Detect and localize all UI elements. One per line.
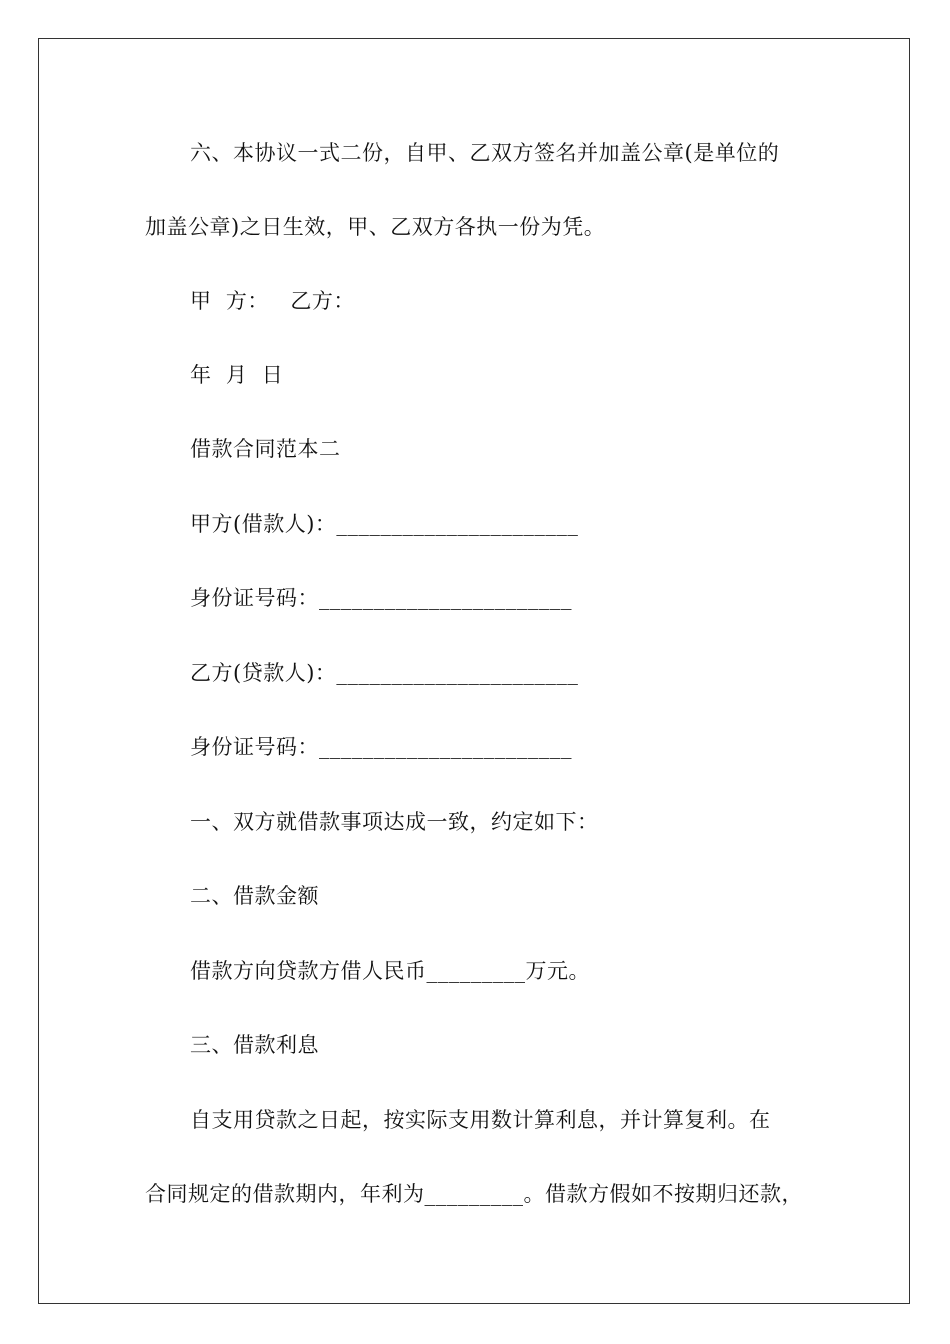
borrower-id-field: 身份证号码：_______________________	[190, 586, 572, 610]
section-three-heading: 三、借款利息	[190, 1033, 319, 1057]
date-line: 年 月 日	[190, 363, 284, 387]
borrower-field: 甲方(借款人)：______________________	[190, 512, 579, 536]
clause-six-line-2: 加盖公章)之日生效，甲、乙双方各执一份为凭。	[145, 215, 606, 239]
clause-six-line-1: 六、本协议一式二份，自甲、乙双方签名并加盖公章(是单位的	[190, 141, 780, 165]
interest-line-1: 自支用贷款之日起，按实际支用数计算利息，并计算复利。在	[190, 1108, 771, 1132]
loan-amount-line: 借款方向贷款方借人民币_________万元。	[190, 959, 590, 983]
lender-field: 乙方(贷款人)：______________________	[190, 661, 579, 685]
interest-line-2: 合同规定的借款期内，年利为_________。借款方假如不按期归还款，	[145, 1182, 803, 1206]
contract-sample-title: 借款合同范本二	[190, 437, 341, 461]
section-one-heading: 一、双方就借款事项达成一致，约定如下：	[190, 810, 599, 834]
section-two-heading: 二、借款金额	[190, 884, 319, 908]
signature-parties-line: 甲 方： 乙方：	[190, 289, 355, 313]
lender-id-field: 身份证号码：_______________________	[190, 735, 572, 759]
